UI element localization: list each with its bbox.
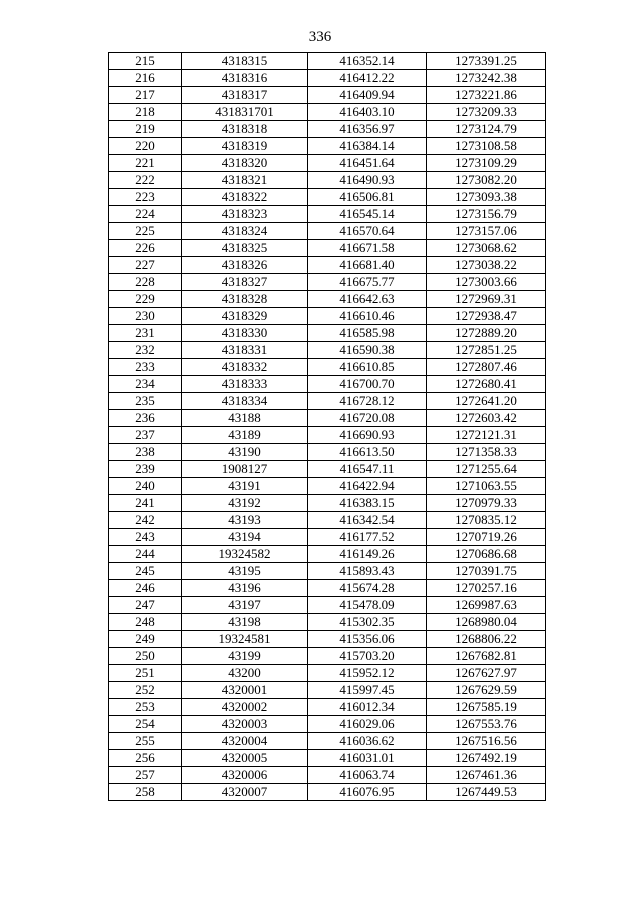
coord-x-cell: 416383.15 [308, 495, 427, 512]
table-row [109, 342, 546, 359]
table-row [109, 631, 546, 648]
row-index-cell: 252 [109, 682, 182, 699]
table-row [109, 240, 546, 257]
row-index-cell: 242 [109, 512, 182, 529]
coord-y-cell: 1268806.22 [427, 631, 546, 648]
point-id-cell: 4318321 [182, 172, 308, 189]
coord-x-cell: 416352.14 [308, 53, 427, 70]
table-row [109, 121, 546, 138]
coord-y-cell: 1272938.47 [427, 308, 546, 325]
coord-y-cell: 1270979.33 [427, 495, 546, 512]
coord-y-cell: 1267629.59 [427, 682, 546, 699]
coord-x-cell: 416671.58 [308, 240, 427, 257]
point-id-cell: 4320007 [182, 784, 308, 801]
table-row [109, 410, 546, 427]
coord-y-cell: 1273003.66 [427, 274, 546, 291]
row-index-cell: 255 [109, 733, 182, 750]
row-index-cell: 228 [109, 274, 182, 291]
coord-x-cell: 416036.62 [308, 733, 427, 750]
table-row [109, 580, 546, 597]
coord-y-cell: 1268980.04 [427, 614, 546, 631]
coord-y-cell: 1273124.79 [427, 121, 546, 138]
coord-y-cell: 1273082.20 [427, 172, 546, 189]
table-row [109, 597, 546, 614]
table-row [109, 648, 546, 665]
point-id-cell: 19324581 [182, 631, 308, 648]
point-id-cell: 4318331 [182, 342, 308, 359]
coord-x-cell: 416590.38 [308, 342, 427, 359]
point-id-cell: 43198 [182, 614, 308, 631]
coord-y-cell: 1270719.26 [427, 529, 546, 546]
coord-y-cell: 1270257.16 [427, 580, 546, 597]
point-id-cell: 4318334 [182, 393, 308, 410]
coord-y-cell: 1270391.75 [427, 563, 546, 580]
table-row [109, 546, 546, 563]
table-row [109, 427, 546, 444]
row-index-cell: 245 [109, 563, 182, 580]
table-row [109, 665, 546, 682]
point-id-cell: 4318333 [182, 376, 308, 393]
row-index-cell: 244 [109, 546, 182, 563]
table-row [109, 614, 546, 631]
coord-y-cell: 1267627.97 [427, 665, 546, 682]
coord-x-cell: 416490.93 [308, 172, 427, 189]
coord-x-cell: 416029.06 [308, 716, 427, 733]
table-row [109, 274, 546, 291]
coordinates-table [108, 52, 546, 801]
coord-x-cell: 416403.10 [308, 104, 427, 121]
coord-y-cell: 1267492.19 [427, 750, 546, 767]
table-row [109, 750, 546, 767]
point-id-cell: 4320005 [182, 750, 308, 767]
coord-y-cell: 1270686.68 [427, 546, 546, 563]
coord-x-cell: 416149.26 [308, 546, 427, 563]
table-row [109, 172, 546, 189]
point-id-cell: 43196 [182, 580, 308, 597]
row-index-cell: 218 [109, 104, 182, 121]
point-id-cell: 4318317 [182, 87, 308, 104]
coord-y-cell: 1273209.33 [427, 104, 546, 121]
coord-x-cell: 416409.94 [308, 87, 427, 104]
point-id-cell: 4318322 [182, 189, 308, 206]
coord-y-cell: 1267682.81 [427, 648, 546, 665]
point-id-cell: 4318332 [182, 359, 308, 376]
row-index-cell: 250 [109, 648, 182, 665]
coord-x-cell: 416610.46 [308, 308, 427, 325]
point-id-cell: 4318328 [182, 291, 308, 308]
coord-y-cell: 1269987.63 [427, 597, 546, 614]
coord-x-cell: 415674.28 [308, 580, 427, 597]
point-id-cell: 4318326 [182, 257, 308, 274]
coord-y-cell: 1273068.62 [427, 240, 546, 257]
point-id-cell: 4318320 [182, 155, 308, 172]
row-index-cell: 233 [109, 359, 182, 376]
row-index-cell: 241 [109, 495, 182, 512]
row-index-cell: 219 [109, 121, 182, 138]
row-index-cell: 223 [109, 189, 182, 206]
coord-x-cell: 416610.85 [308, 359, 427, 376]
row-index-cell: 231 [109, 325, 182, 342]
table-row [109, 308, 546, 325]
point-id-cell: 43197 [182, 597, 308, 614]
coord-x-cell: 416675.77 [308, 274, 427, 291]
coord-x-cell: 415356.06 [308, 631, 427, 648]
coord-y-cell: 1267461.36 [427, 767, 546, 784]
coord-y-cell: 1273038.22 [427, 257, 546, 274]
row-index-cell: 257 [109, 767, 182, 784]
table-row [109, 223, 546, 240]
coord-x-cell: 416422.94 [308, 478, 427, 495]
coord-x-cell: 416012.34 [308, 699, 427, 716]
row-index-cell: 246 [109, 580, 182, 597]
row-index-cell: 221 [109, 155, 182, 172]
point-id-cell: 4318329 [182, 308, 308, 325]
coord-x-cell: 415952.12 [308, 665, 427, 682]
table-row [109, 206, 546, 223]
coord-x-cell: 416547.11 [308, 461, 427, 478]
coord-y-cell: 1272680.41 [427, 376, 546, 393]
coord-y-cell: 1273391.25 [427, 53, 546, 70]
coord-x-cell: 415893.43 [308, 563, 427, 580]
point-id-cell: 43195 [182, 563, 308, 580]
coord-x-cell: 416570.64 [308, 223, 427, 240]
table-row [109, 138, 546, 155]
coord-y-cell: 1271063.55 [427, 478, 546, 495]
point-id-cell: 4320003 [182, 716, 308, 733]
table-row [109, 376, 546, 393]
point-id-cell: 4320004 [182, 733, 308, 750]
coord-x-cell: 415478.09 [308, 597, 427, 614]
table-row [109, 784, 546, 801]
coord-y-cell: 1273157.06 [427, 223, 546, 240]
coord-x-cell: 416545.14 [308, 206, 427, 223]
coord-x-cell: 416412.22 [308, 70, 427, 87]
coord-x-cell: 416642.63 [308, 291, 427, 308]
coordinates-table-body [109, 53, 546, 801]
coord-x-cell: 416031.01 [308, 750, 427, 767]
point-id-cell: 4320001 [182, 682, 308, 699]
row-index-cell: 232 [109, 342, 182, 359]
row-index-cell: 247 [109, 597, 182, 614]
table-row [109, 393, 546, 410]
table-row [109, 444, 546, 461]
coord-x-cell: 415997.45 [308, 682, 427, 699]
table-row [109, 563, 546, 580]
point-id-cell: 19324582 [182, 546, 308, 563]
coord-x-cell: 416342.54 [308, 512, 427, 529]
point-id-cell: 431831701 [182, 104, 308, 121]
row-index-cell: 243 [109, 529, 182, 546]
row-index-cell: 236 [109, 410, 182, 427]
point-id-cell: 43190 [182, 444, 308, 461]
row-index-cell: 229 [109, 291, 182, 308]
coord-x-cell: 416506.81 [308, 189, 427, 206]
row-index-cell: 256 [109, 750, 182, 767]
coord-y-cell: 1273221.86 [427, 87, 546, 104]
coord-x-cell: 416728.12 [308, 393, 427, 410]
point-id-cell: 4320002 [182, 699, 308, 716]
table-row [109, 716, 546, 733]
coord-y-cell: 1272969.31 [427, 291, 546, 308]
table-row [109, 70, 546, 87]
coord-y-cell: 1267553.76 [427, 716, 546, 733]
table-row [109, 461, 546, 478]
coord-y-cell: 1267585.19 [427, 699, 546, 716]
coord-y-cell: 1272603.42 [427, 410, 546, 427]
point-id-cell: 4318316 [182, 70, 308, 87]
table-row [109, 155, 546, 172]
table-row [109, 189, 546, 206]
point-id-cell: 43194 [182, 529, 308, 546]
row-index-cell: 227 [109, 257, 182, 274]
point-id-cell: 43188 [182, 410, 308, 427]
row-index-cell: 238 [109, 444, 182, 461]
point-id-cell: 4318325 [182, 240, 308, 257]
coord-y-cell: 1273109.29 [427, 155, 546, 172]
coord-x-cell: 416690.93 [308, 427, 427, 444]
table-row [109, 257, 546, 274]
row-index-cell: 251 [109, 665, 182, 682]
row-index-cell: 226 [109, 240, 182, 257]
table-row [109, 733, 546, 750]
row-index-cell: 253 [109, 699, 182, 716]
coord-x-cell: 416681.40 [308, 257, 427, 274]
table-row [109, 495, 546, 512]
coord-y-cell: 1272807.46 [427, 359, 546, 376]
point-id-cell: 43189 [182, 427, 308, 444]
row-index-cell: 222 [109, 172, 182, 189]
coord-x-cell: 416700.70 [308, 376, 427, 393]
coord-y-cell: 1271358.33 [427, 444, 546, 461]
table-row [109, 699, 546, 716]
row-index-cell: 215 [109, 53, 182, 70]
coord-y-cell: 1270835.12 [427, 512, 546, 529]
point-id-cell: 43199 [182, 648, 308, 665]
table-row [109, 87, 546, 104]
row-index-cell: 249 [109, 631, 182, 648]
coord-x-cell: 415302.35 [308, 614, 427, 631]
row-index-cell: 239 [109, 461, 182, 478]
row-index-cell: 225 [109, 223, 182, 240]
point-id-cell: 4318324 [182, 223, 308, 240]
coord-x-cell: 416451.64 [308, 155, 427, 172]
coord-y-cell: 1273108.58 [427, 138, 546, 155]
point-id-cell: 4318330 [182, 325, 308, 342]
point-id-cell: 4318327 [182, 274, 308, 291]
row-index-cell: 235 [109, 393, 182, 410]
table-row [109, 104, 546, 121]
coord-x-cell: 416720.08 [308, 410, 427, 427]
coord-x-cell: 416063.74 [308, 767, 427, 784]
point-id-cell: 43192 [182, 495, 308, 512]
coord-x-cell: 416076.95 [308, 784, 427, 801]
coord-y-cell: 1271255.64 [427, 461, 546, 478]
coord-y-cell: 1273156.79 [427, 206, 546, 223]
table-row [109, 325, 546, 342]
point-id-cell: 43200 [182, 665, 308, 682]
point-id-cell: 4318319 [182, 138, 308, 155]
row-index-cell: 220 [109, 138, 182, 155]
table-row [109, 53, 546, 70]
point-id-cell: 43193 [182, 512, 308, 529]
row-index-cell: 248 [109, 614, 182, 631]
table-row [109, 291, 546, 308]
coord-y-cell: 1272851.25 [427, 342, 546, 359]
row-index-cell: 240 [109, 478, 182, 495]
row-index-cell: 237 [109, 427, 182, 444]
coord-y-cell: 1267449.53 [427, 784, 546, 801]
row-index-cell: 234 [109, 376, 182, 393]
coord-x-cell: 416585.98 [308, 325, 427, 342]
coord-x-cell: 416356.97 [308, 121, 427, 138]
row-index-cell: 258 [109, 784, 182, 801]
table-row [109, 529, 546, 546]
page-number: 336 [308, 29, 332, 45]
point-id-cell: 4318323 [182, 206, 308, 223]
row-index-cell: 216 [109, 70, 182, 87]
coord-y-cell: 1272889.20 [427, 325, 546, 342]
coord-x-cell: 416384.14 [308, 138, 427, 155]
coord-y-cell: 1267516.56 [427, 733, 546, 750]
point-id-cell: 43191 [182, 478, 308, 495]
point-id-cell: 4320006 [182, 767, 308, 784]
row-index-cell: 230 [109, 308, 182, 325]
coord-y-cell: 1272121.31 [427, 427, 546, 444]
point-id-cell: 4318318 [182, 121, 308, 138]
table-row [109, 359, 546, 376]
table-row [109, 767, 546, 784]
coord-y-cell: 1273093.38 [427, 189, 546, 206]
row-index-cell: 254 [109, 716, 182, 733]
coord-y-cell: 1272641.20 [427, 393, 546, 410]
coord-x-cell: 415703.20 [308, 648, 427, 665]
table-row [109, 682, 546, 699]
row-index-cell: 217 [109, 87, 182, 104]
point-id-cell: 4318315 [182, 53, 308, 70]
row-index-cell: 224 [109, 206, 182, 223]
point-id-cell: 1908127 [182, 461, 308, 478]
table-row [109, 478, 546, 495]
table-row [109, 512, 546, 529]
coord-y-cell: 1273242.38 [427, 70, 546, 87]
coord-x-cell: 416177.52 [308, 529, 427, 546]
coord-x-cell: 416613.50 [308, 444, 427, 461]
